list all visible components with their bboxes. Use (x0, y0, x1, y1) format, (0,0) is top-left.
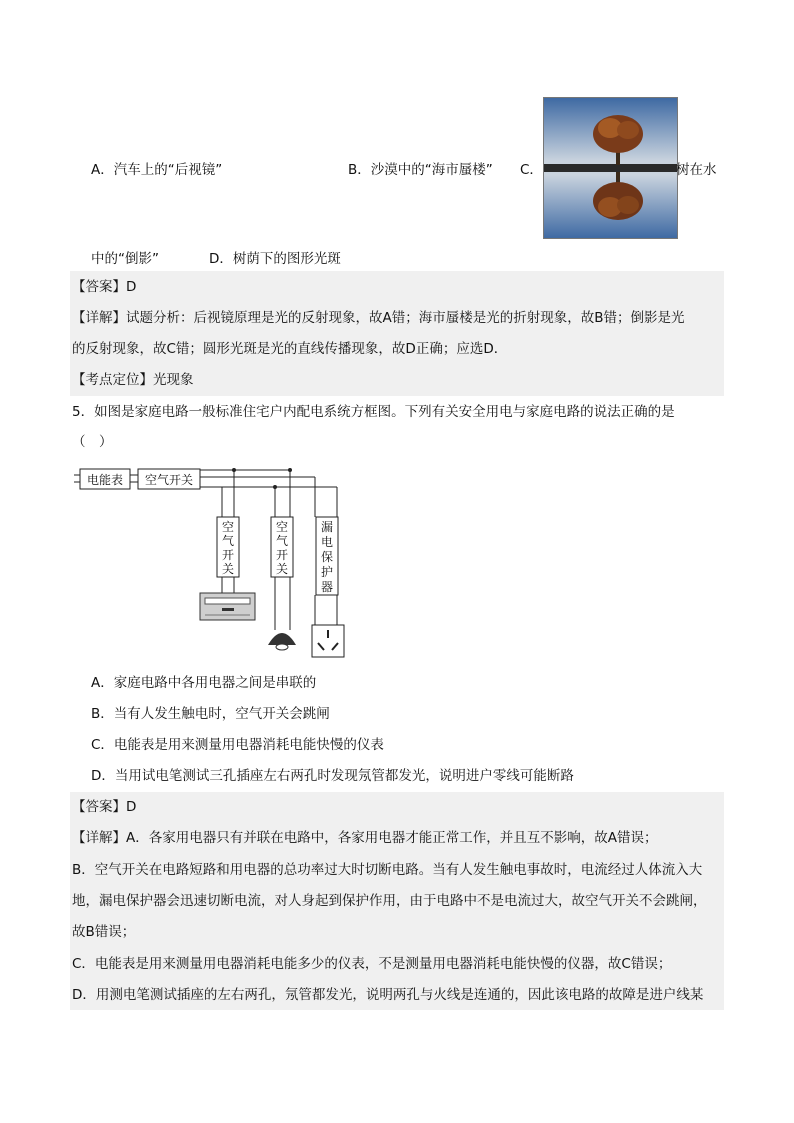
q5-stem-line-1: 5．如图是家庭电路一般标准住宅户内配电系统方框图。下列有关安全用电与家庭电路的说法正确的是 (72, 404, 675, 420)
box2-char: 开 (275, 548, 289, 562)
box2-char: 气 (275, 534, 289, 548)
main-switch-label: 空气开关 (144, 473, 194, 487)
box1-char: 气 (221, 534, 235, 548)
q5-option-d: D．当用试电笔测试三孔插座左右两孔时发现氖管都发光，说明进户零线可能断路 (91, 768, 574, 784)
q5-detail-line-2: B．空气开关在电路短路和用电器的总功率过大时切断电路。当有人发生触电事故时，电流经过人体流入大 (72, 862, 703, 878)
q4-option-c-suffix: 树在水 (676, 162, 717, 178)
q4-option-d: D．树荫下的图形光斑 (209, 251, 341, 267)
q4-answer: 【答案】D (72, 279, 137, 295)
q5-detail-line-1: 【详解】A．各家用电器只有并联在电路中，各家用电器才能正常工作，并且互不影响，故A错误； (72, 830, 658, 846)
box3-char: 护 (320, 565, 334, 579)
tree-reflection-image (543, 97, 678, 239)
q5-detail-line-5: C．电能表是用来测量用电器消耗电能多少的仪表，不是测量用电器消耗电能快慢的仪器，故C错误； (72, 956, 672, 972)
q4-option-b: B．沙漠中的“海市蜃楼” (348, 162, 493, 178)
q5-detail-line-3: 地，漏电保护器会迅速切断电流，对人身起到保护作用，由于电路中不是电流过大，故空气开关不会跳闸， (72, 893, 707, 909)
air-conditioner-icon (200, 593, 255, 620)
q4-detail-line-2: 的反射现象，故C错；圆形光斑是光的直线传播现象，故D正确；应选D． (72, 341, 508, 357)
box3-char: 器 (320, 580, 334, 594)
box3-char: 漏 (320, 520, 334, 534)
q4-option-a: A．汽车上的“后视镜” (91, 162, 223, 178)
q5-detail-line-6: D．用测电笔测试插座的左右两孔，氖管都发光，说明两孔与火线是连通的，因此该电路的故障是进户线某 (72, 987, 704, 1003)
q4-option-c-continuation: 中的“倒影” (91, 251, 159, 267)
q5-stem-line-2: （ ） (72, 434, 113, 450)
box3-char: 保 (320, 550, 334, 564)
q5-answer: 【答案】D (72, 799, 137, 815)
q5-option-b: B．当有人发生触电时，空气开关会跳闸 (91, 706, 330, 722)
q5-option-c: C．电能表是用来测量用电器消耗电能快慢的仪表 (91, 737, 384, 753)
box3-char: 电 (320, 535, 334, 549)
q4-kaodian: 【考点定位】光现象 (72, 372, 194, 388)
box1-char: 开 (221, 548, 235, 562)
circuit-diagram (72, 465, 362, 665)
q5-detail-line-4: 故B错误； (72, 924, 136, 940)
lamp-icon (268, 633, 296, 650)
meter-label: 电能表 (86, 473, 124, 487)
q4-detail-line-1: 【详解】试题分析：后视镜原理是光的反射现象，故A错；海市蜃楼是光的折射现象，故B错；倒影是光 (72, 310, 685, 326)
q4-option-c-prefix: C． (520, 162, 543, 178)
socket-icon (312, 625, 344, 657)
q5-option-a: A．家庭电路中各用电器之间是串联的 (91, 675, 317, 691)
box2-char: 关 (275, 562, 289, 576)
box2-char: 空 (275, 520, 289, 534)
box1-char: 空 (221, 520, 235, 534)
box1-char: 关 (221, 562, 235, 576)
